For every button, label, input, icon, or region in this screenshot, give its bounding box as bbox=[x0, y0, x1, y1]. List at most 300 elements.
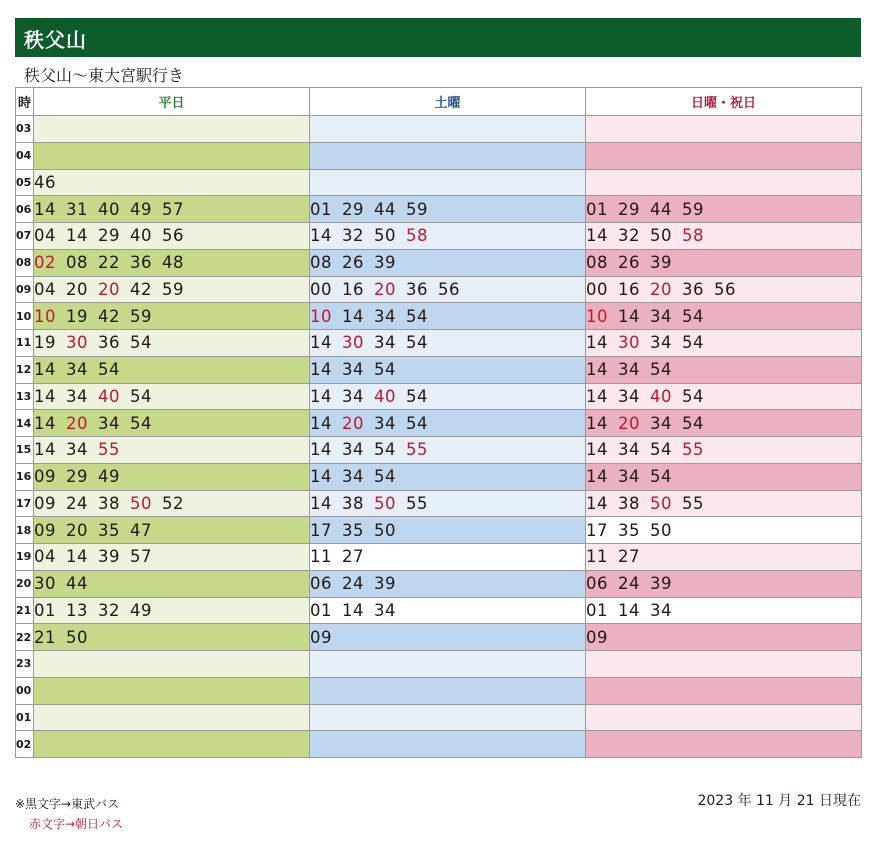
departure-minute: 32 bbox=[618, 226, 640, 246]
holiday-cell bbox=[586, 704, 862, 731]
timetable-row bbox=[16, 383, 862, 410]
departure-minute: 17 bbox=[310, 520, 332, 540]
departure-minute: 24 bbox=[66, 493, 88, 513]
departure-minute: 38 bbox=[342, 493, 364, 513]
departure-minute: 59 bbox=[682, 199, 704, 219]
departure-minute: 20 bbox=[66, 413, 88, 433]
departure-minute: 35 bbox=[98, 520, 120, 540]
departure-minute: 34 bbox=[374, 413, 396, 433]
holiday-column-header: 日曜・祝日 bbox=[586, 88, 862, 116]
departure-minute: 38 bbox=[618, 493, 640, 513]
departure-minute: 17 bbox=[586, 520, 608, 540]
departure-minute: 50 bbox=[650, 520, 672, 540]
hour-cell: 04 bbox=[16, 142, 34, 169]
departure-minute: 54 bbox=[682, 386, 704, 406]
departure-minute: 34 bbox=[342, 467, 364, 487]
departure-minute: 54 bbox=[650, 440, 672, 460]
note-red-text: 赤文字→朝日バス bbox=[29, 817, 124, 831]
departure-minute: 54 bbox=[650, 360, 672, 380]
timetable-row bbox=[16, 731, 862, 758]
weekday-cell bbox=[34, 303, 310, 330]
departure-minute: 14 bbox=[310, 333, 332, 353]
departure-minute: 39 bbox=[374, 574, 396, 594]
departure-minute: 32 bbox=[342, 226, 364, 246]
departure-minute: 50 bbox=[130, 493, 152, 513]
holiday-cell bbox=[586, 383, 862, 410]
departure-minute: 34 bbox=[618, 467, 640, 487]
departure-minute: 34 bbox=[650, 306, 672, 326]
holiday-cell bbox=[586, 731, 862, 758]
departure-minute: 34 bbox=[374, 306, 396, 326]
departure-minute: 54 bbox=[130, 386, 152, 406]
departure-minute: 14 bbox=[342, 306, 364, 326]
hour-cell: 14 bbox=[16, 410, 34, 437]
departure-minute: 36 bbox=[130, 253, 152, 273]
weekday-cell bbox=[34, 570, 310, 597]
departure-minute: 39 bbox=[650, 253, 672, 273]
departure-minute: 39 bbox=[98, 547, 120, 567]
departure-minute: 14 bbox=[586, 413, 608, 433]
departure-minute: 54 bbox=[682, 413, 704, 433]
departure-minute: 49 bbox=[130, 199, 152, 219]
departure-minute: 10 bbox=[310, 306, 332, 326]
weekday-cell bbox=[34, 276, 310, 303]
departure-minute: 40 bbox=[650, 386, 672, 406]
weekday-cell bbox=[34, 330, 310, 357]
departure-minute: 34 bbox=[66, 360, 88, 380]
timetable-row bbox=[16, 356, 862, 383]
departure-minute: 52 bbox=[162, 493, 184, 513]
departure-minute: 54 bbox=[374, 440, 396, 460]
hour-cell: 23 bbox=[16, 651, 34, 678]
departure-minute: 34 bbox=[650, 333, 672, 353]
departure-minute: 50 bbox=[650, 226, 672, 246]
departure-minute: 26 bbox=[618, 253, 640, 273]
departure-minute: 34 bbox=[618, 440, 640, 460]
holiday-cell bbox=[586, 544, 862, 571]
departure-minute: 57 bbox=[130, 547, 152, 567]
departure-minute: 08 bbox=[310, 253, 332, 273]
departure-minute: 30 bbox=[618, 333, 640, 353]
holiday-cell bbox=[586, 597, 862, 624]
departure-minute: 34 bbox=[342, 360, 364, 380]
holiday-cell bbox=[586, 437, 862, 464]
departure-minute: 57 bbox=[162, 199, 184, 219]
hour-cell: 11 bbox=[16, 330, 34, 357]
weekday-cell bbox=[34, 142, 310, 169]
weekday-cell bbox=[34, 704, 310, 731]
saturday-cell bbox=[310, 383, 586, 410]
updated-date: 2023 年 11 月 21 日現在 bbox=[697, 793, 861, 809]
hour-cell: 13 bbox=[16, 383, 34, 410]
departure-minute: 14 bbox=[618, 306, 640, 326]
departure-minute: 01 bbox=[310, 199, 332, 219]
departure-minute: 29 bbox=[66, 467, 88, 487]
departure-minute: 14 bbox=[586, 467, 608, 487]
departure-minute: 44 bbox=[650, 199, 672, 219]
hour-cell: 08 bbox=[16, 249, 34, 276]
holiday-cell bbox=[586, 490, 862, 517]
holiday-cell bbox=[586, 330, 862, 357]
departure-minute: 29 bbox=[342, 199, 364, 219]
departure-minute: 20 bbox=[66, 279, 88, 299]
departure-minute: 20 bbox=[618, 413, 640, 433]
timetable-row bbox=[16, 517, 862, 544]
departure-minute: 54 bbox=[98, 360, 120, 380]
timetable-row bbox=[16, 223, 862, 250]
saturday-cell bbox=[310, 704, 586, 731]
departure-minute: 38 bbox=[98, 493, 120, 513]
weekday-cell bbox=[34, 517, 310, 544]
departure-minute: 19 bbox=[66, 306, 88, 326]
departure-minute: 14 bbox=[586, 360, 608, 380]
departure-minute: 14 bbox=[310, 440, 332, 460]
departure-minute: 09 bbox=[34, 467, 56, 487]
departure-minute: 54 bbox=[406, 386, 428, 406]
hour-cell: 21 bbox=[16, 597, 34, 624]
departure-minute: 35 bbox=[618, 520, 640, 540]
departure-minute: 14 bbox=[586, 440, 608, 460]
timetable-row bbox=[16, 624, 862, 651]
departure-minute: 14 bbox=[310, 386, 332, 406]
departure-minute: 40 bbox=[374, 386, 396, 406]
departure-minute: 34 bbox=[342, 386, 364, 406]
departure-minute: 39 bbox=[650, 574, 672, 594]
departure-minute: 49 bbox=[98, 467, 120, 487]
holiday-cell bbox=[586, 570, 862, 597]
departure-minute: 34 bbox=[374, 333, 396, 353]
weekday-cell bbox=[34, 356, 310, 383]
page-title: 秩父山 bbox=[24, 28, 87, 52]
departure-minute: 04 bbox=[34, 226, 56, 246]
departure-minute: 14 bbox=[310, 467, 332, 487]
timetable-row bbox=[16, 276, 862, 303]
timetable-row bbox=[16, 169, 862, 196]
departure-minute: 14 bbox=[34, 199, 56, 219]
hour-column-header: 時 bbox=[16, 88, 34, 116]
saturday-column-header: 土曜 bbox=[310, 88, 586, 116]
holiday-cell bbox=[586, 276, 862, 303]
departure-minute: 54 bbox=[406, 413, 428, 433]
departure-minute: 11 bbox=[586, 547, 608, 567]
departure-minute: 09 bbox=[34, 493, 56, 513]
departure-minute: 34 bbox=[618, 386, 640, 406]
departure-minute: 34 bbox=[650, 600, 672, 620]
departure-minute: 50 bbox=[374, 226, 396, 246]
departure-minute: 14 bbox=[310, 413, 332, 433]
departure-minute: 01 bbox=[586, 199, 608, 219]
holiday-cell bbox=[586, 303, 862, 330]
hour-cell: 22 bbox=[16, 624, 34, 651]
departure-minute: 16 bbox=[618, 279, 640, 299]
departure-minute: 55 bbox=[406, 493, 428, 513]
saturday-cell bbox=[310, 169, 586, 196]
departure-minute: 20 bbox=[650, 279, 672, 299]
departure-minute: 09 bbox=[586, 627, 608, 647]
departure-minute: 34 bbox=[618, 360, 640, 380]
departure-minute: 06 bbox=[586, 574, 608, 594]
departure-minute: 00 bbox=[586, 279, 608, 299]
departure-minute: 49 bbox=[130, 600, 152, 620]
departure-minute: 40 bbox=[130, 226, 152, 246]
departure-minute: 34 bbox=[66, 440, 88, 460]
departure-minute: 14 bbox=[34, 360, 56, 380]
hour-cell: 00 bbox=[16, 677, 34, 704]
hour-cell: 12 bbox=[16, 356, 34, 383]
departure-minute: 30 bbox=[34, 574, 56, 594]
departure-minute: 56 bbox=[438, 279, 460, 299]
departure-minute: 59 bbox=[162, 279, 184, 299]
saturday-cell bbox=[310, 356, 586, 383]
departure-minute: 54 bbox=[406, 333, 428, 353]
weekday-cell bbox=[34, 544, 310, 571]
departure-minute: 36 bbox=[98, 333, 120, 353]
weekday-cell bbox=[34, 169, 310, 196]
departure-minute: 01 bbox=[310, 600, 332, 620]
departure-minute: 34 bbox=[342, 440, 364, 460]
departure-minute: 14 bbox=[34, 386, 56, 406]
timetable-row bbox=[16, 704, 862, 731]
departure-minute: 59 bbox=[406, 199, 428, 219]
hour-cell: 05 bbox=[16, 169, 34, 196]
hour-cell: 20 bbox=[16, 570, 34, 597]
departure-minute: 55 bbox=[406, 440, 428, 460]
departure-minute: 14 bbox=[310, 493, 332, 513]
timetable-row bbox=[16, 142, 862, 169]
departure-minute: 29 bbox=[98, 226, 120, 246]
departure-minute: 14 bbox=[586, 333, 608, 353]
saturday-cell bbox=[310, 463, 586, 490]
departure-minute: 04 bbox=[34, 279, 56, 299]
departure-minute: 54 bbox=[650, 467, 672, 487]
departure-minute: 42 bbox=[130, 279, 152, 299]
route-label: 秩父山〜東大宮駅行き bbox=[24, 66, 185, 85]
holiday-cell bbox=[586, 169, 862, 196]
departure-minute: 36 bbox=[682, 279, 704, 299]
departure-minute: 59 bbox=[130, 306, 152, 326]
departure-minute: 40 bbox=[98, 199, 120, 219]
departure-minute: 39 bbox=[374, 253, 396, 273]
departure-minute: 30 bbox=[66, 333, 88, 353]
weekday-cell bbox=[34, 410, 310, 437]
saturday-cell bbox=[310, 490, 586, 517]
hour-cell: 19 bbox=[16, 544, 34, 571]
departure-minute: 02 bbox=[34, 253, 56, 273]
holiday-cell bbox=[586, 142, 862, 169]
weekday-cell bbox=[34, 731, 310, 758]
saturday-cell bbox=[310, 196, 586, 223]
title-bar bbox=[15, 18, 861, 57]
departure-minute: 14 bbox=[66, 547, 88, 567]
departure-minute: 34 bbox=[98, 413, 120, 433]
saturday-cell bbox=[310, 249, 586, 276]
timetable-row bbox=[16, 303, 862, 330]
departure-minute: 50 bbox=[650, 493, 672, 513]
departure-minute: 54 bbox=[374, 360, 396, 380]
departure-minute: 20 bbox=[66, 520, 88, 540]
departure-minute: 34 bbox=[650, 413, 672, 433]
departure-minute: 00 bbox=[310, 279, 332, 299]
saturday-cell bbox=[310, 330, 586, 357]
departure-minute: 36 bbox=[406, 279, 428, 299]
holiday-cell bbox=[586, 356, 862, 383]
departure-minute: 24 bbox=[342, 574, 364, 594]
saturday-cell bbox=[310, 570, 586, 597]
holiday-cell bbox=[586, 463, 862, 490]
saturday-cell bbox=[310, 597, 586, 624]
timetable-body bbox=[16, 116, 862, 758]
hour-cell: 07 bbox=[16, 223, 34, 250]
timetable-row bbox=[16, 490, 862, 517]
weekday-cell bbox=[34, 223, 310, 250]
timetable-row bbox=[16, 437, 862, 464]
departure-minute: 01 bbox=[34, 600, 56, 620]
saturday-cell bbox=[310, 677, 586, 704]
departure-minute: 31 bbox=[66, 199, 88, 219]
departure-minute: 20 bbox=[342, 413, 364, 433]
timetable-row bbox=[16, 410, 862, 437]
weekday-cell bbox=[34, 116, 310, 143]
hour-cell: 06 bbox=[16, 196, 34, 223]
holiday-cell bbox=[586, 517, 862, 544]
weekday-cell bbox=[34, 437, 310, 464]
timetable bbox=[15, 87, 862, 758]
departure-minute: 50 bbox=[374, 520, 396, 540]
departure-minute: 54 bbox=[682, 306, 704, 326]
departure-minute: 32 bbox=[98, 600, 120, 620]
saturday-cell bbox=[310, 517, 586, 544]
hour-cell: 02 bbox=[16, 731, 34, 758]
departure-minute: 34 bbox=[374, 600, 396, 620]
departure-minute: 14 bbox=[310, 226, 332, 246]
timetable-row bbox=[16, 249, 862, 276]
departure-minute: 54 bbox=[130, 413, 152, 433]
weekday-cell bbox=[34, 490, 310, 517]
departure-minute: 14 bbox=[586, 386, 608, 406]
weekday-cell bbox=[34, 196, 310, 223]
hour-cell: 01 bbox=[16, 704, 34, 731]
holiday-cell bbox=[586, 249, 862, 276]
departure-minute: 10 bbox=[34, 306, 56, 326]
weekday-cell bbox=[34, 597, 310, 624]
timetable-row bbox=[16, 544, 862, 571]
saturday-cell bbox=[310, 303, 586, 330]
departure-minute: 20 bbox=[98, 279, 120, 299]
weekday-cell bbox=[34, 383, 310, 410]
hour-cell: 09 bbox=[16, 276, 34, 303]
weekday-cell bbox=[34, 651, 310, 678]
note-black-text: ※黒文字→東武バス bbox=[15, 797, 120, 811]
departure-minute: 50 bbox=[374, 493, 396, 513]
saturday-cell bbox=[310, 624, 586, 651]
departure-minute: 01 bbox=[586, 600, 608, 620]
holiday-cell bbox=[586, 223, 862, 250]
weekday-cell bbox=[34, 249, 310, 276]
timetable-row bbox=[16, 196, 862, 223]
departure-minute: 21 bbox=[34, 627, 56, 647]
departure-minute: 04 bbox=[34, 547, 56, 567]
departure-minute: 54 bbox=[406, 306, 428, 326]
departure-minute: 27 bbox=[618, 547, 640, 567]
departure-minute: 20 bbox=[374, 279, 396, 299]
hour-cell: 10 bbox=[16, 303, 34, 330]
saturday-cell bbox=[310, 223, 586, 250]
timetable-row bbox=[16, 651, 862, 678]
departure-minute: 50 bbox=[66, 627, 88, 647]
departure-minute: 13 bbox=[66, 600, 88, 620]
timetable-row bbox=[16, 570, 862, 597]
departure-minute: 58 bbox=[682, 226, 704, 246]
departure-minute: 56 bbox=[162, 226, 184, 246]
departure-minute: 22 bbox=[98, 253, 120, 273]
saturday-cell bbox=[310, 276, 586, 303]
holiday-cell bbox=[586, 677, 862, 704]
departure-minute: 27 bbox=[342, 547, 364, 567]
departure-minute: 10 bbox=[586, 306, 608, 326]
holiday-cell bbox=[586, 651, 862, 678]
departure-minute: 47 bbox=[130, 520, 152, 540]
timetable-row bbox=[16, 677, 862, 704]
departure-minute: 44 bbox=[66, 574, 88, 594]
departure-minute: 14 bbox=[310, 360, 332, 380]
departure-minute: 48 bbox=[162, 253, 184, 273]
timetable-row bbox=[16, 330, 862, 357]
departure-minute: 42 bbox=[98, 306, 120, 326]
hour-cell: 03 bbox=[16, 116, 34, 143]
departure-minute: 14 bbox=[34, 413, 56, 433]
departure-minute: 55 bbox=[98, 440, 120, 460]
departure-minute: 55 bbox=[682, 493, 704, 513]
departure-minute: 56 bbox=[714, 279, 736, 299]
departure-minute: 09 bbox=[34, 520, 56, 540]
departure-minute: 54 bbox=[682, 333, 704, 353]
weekday-column-header: 平日 bbox=[34, 88, 310, 116]
departure-minute: 54 bbox=[374, 467, 396, 487]
departure-minute: 58 bbox=[406, 226, 428, 246]
saturday-cell bbox=[310, 410, 586, 437]
departure-minute: 30 bbox=[342, 333, 364, 353]
weekday-cell bbox=[34, 624, 310, 651]
holiday-cell bbox=[586, 196, 862, 223]
timetable-row bbox=[16, 597, 862, 624]
departure-minute: 40 bbox=[98, 386, 120, 406]
timetable-row bbox=[16, 463, 862, 490]
departure-minute: 11 bbox=[310, 547, 332, 567]
departure-minute: 16 bbox=[342, 279, 364, 299]
saturday-cell bbox=[310, 651, 586, 678]
saturday-cell bbox=[310, 116, 586, 143]
timetable-row bbox=[16, 116, 862, 143]
departure-minute: 09 bbox=[310, 627, 332, 647]
saturday-cell bbox=[310, 731, 586, 758]
hour-cell: 16 bbox=[16, 463, 34, 490]
saturday-cell bbox=[310, 437, 586, 464]
departure-minute: 29 bbox=[618, 199, 640, 219]
departure-minute: 54 bbox=[130, 333, 152, 353]
holiday-cell bbox=[586, 410, 862, 437]
departure-minute: 08 bbox=[586, 253, 608, 273]
holiday-cell bbox=[586, 116, 862, 143]
hour-cell: 17 bbox=[16, 490, 34, 517]
weekday-cell bbox=[34, 677, 310, 704]
saturday-cell bbox=[310, 142, 586, 169]
departure-minute: 08 bbox=[66, 253, 88, 273]
departure-minute: 06 bbox=[310, 574, 332, 594]
departure-minute: 44 bbox=[374, 199, 396, 219]
departure-minute: 26 bbox=[342, 253, 364, 273]
departure-minute: 14 bbox=[66, 226, 88, 246]
saturday-cell bbox=[310, 544, 586, 571]
